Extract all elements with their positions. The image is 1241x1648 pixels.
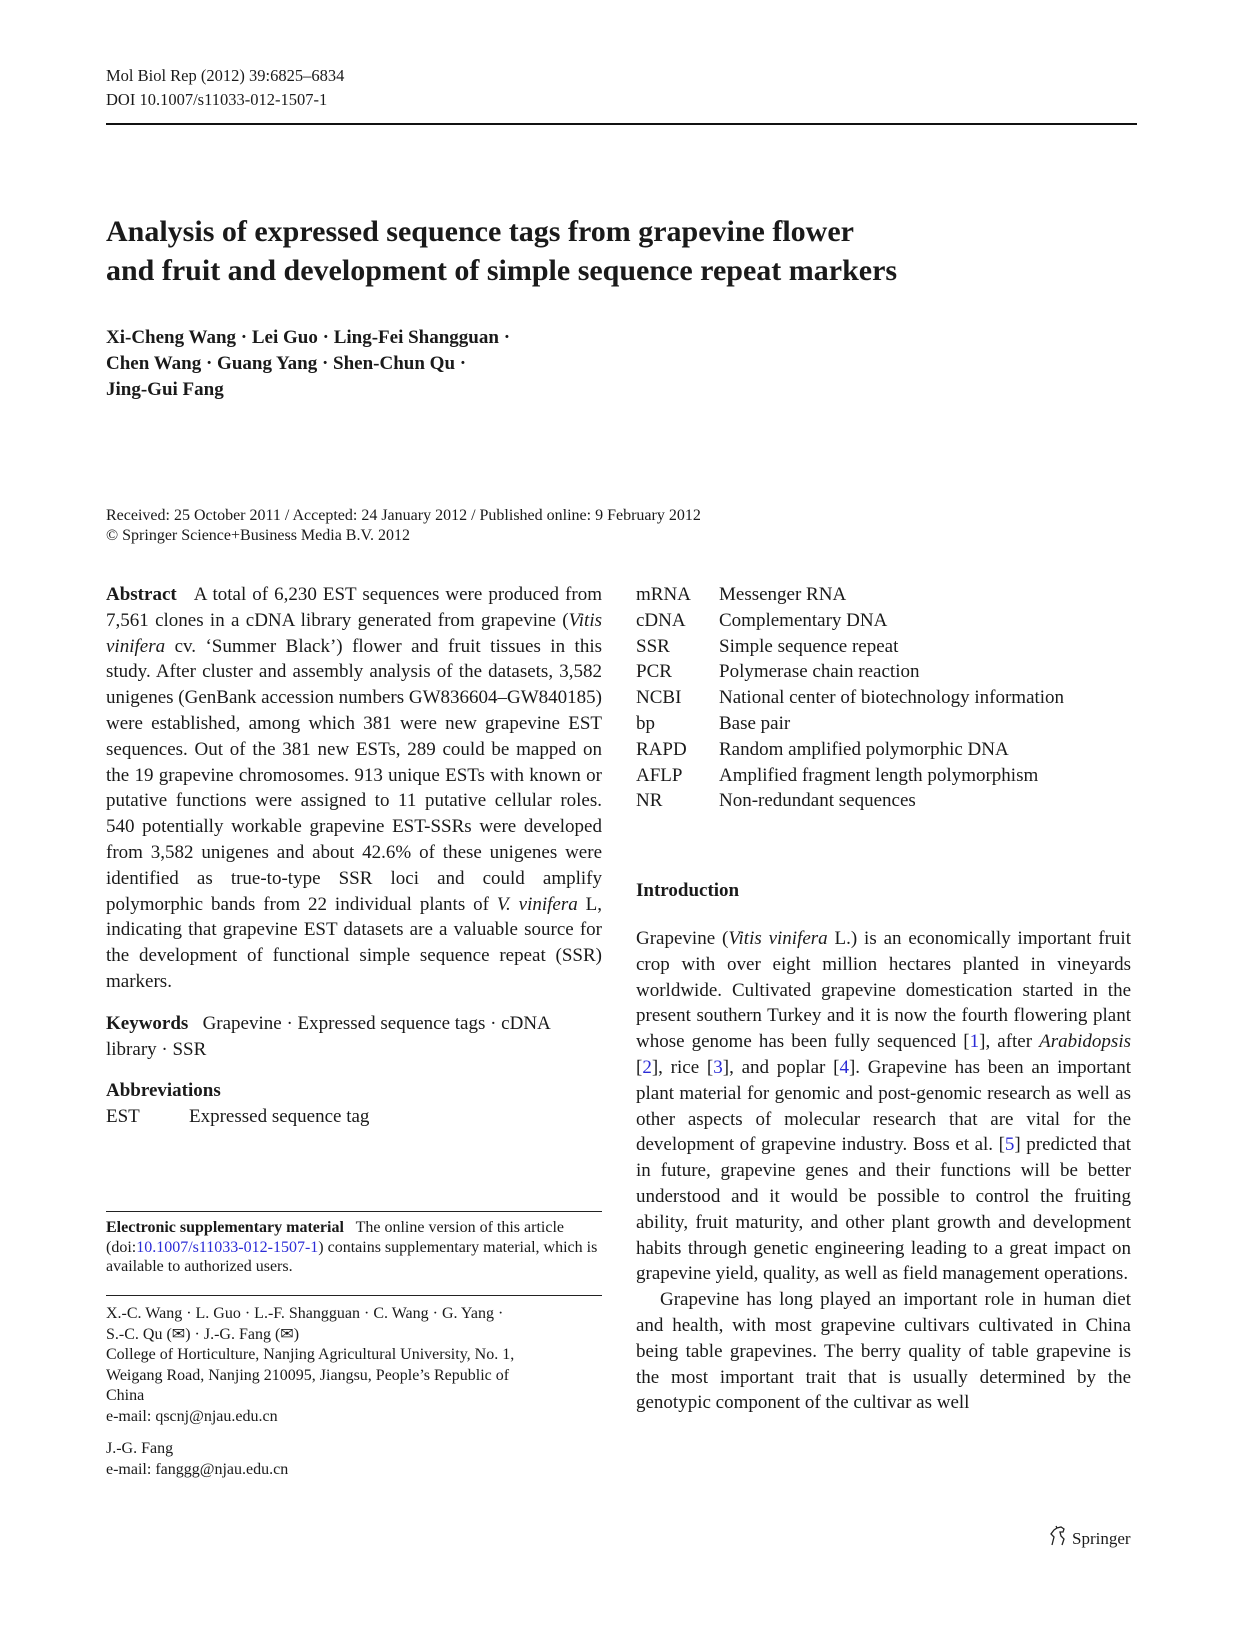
abbreviation-definition: Polymerase chain reaction xyxy=(719,661,920,683)
intro-text: [ xyxy=(636,1056,643,1078)
abbreviation-definition: Non-redundant sequences xyxy=(719,790,916,812)
copyright-line: © Springer Science+Business Media B.V. 2012 xyxy=(106,527,410,544)
citation-link[interactable]: 4 xyxy=(839,1056,849,1078)
esm-text-1: The online version of this article (doi: xyxy=(106,1219,564,1256)
abbreviation-term: mRNA xyxy=(636,584,691,605)
abbreviation-list xyxy=(636,582,1131,814)
abbreviation-row xyxy=(636,659,1131,685)
abstract-label: Abstract xyxy=(106,584,177,605)
intro-text: ], after xyxy=(979,1031,1040,1053)
abstract-text-1: A total of 6,230 EST sequences were produced from 7,561 clones in a cDNA library generated from grapevine ( xyxy=(106,584,602,631)
abbreviation-row xyxy=(636,763,1131,789)
affil-second-author: J.-G. Fang xyxy=(106,1440,174,1457)
abbreviation-row xyxy=(636,582,1131,608)
keywords xyxy=(106,1011,602,1063)
abbreviation-definition: Random amplified polymorphic DNA xyxy=(719,738,1009,760)
publisher-name: Springer xyxy=(1072,1528,1131,1548)
abbreviation-term: RAPD xyxy=(636,738,687,760)
abbreviation-definition: Expressed sequence tag xyxy=(189,1106,370,1128)
authors-line-1: Xi-Cheng Wang · Lei Guo · Ling-Fei Shangguan · xyxy=(106,327,511,348)
abstract xyxy=(106,582,602,995)
header-rule xyxy=(106,123,1137,125)
article-dates xyxy=(106,506,701,546)
abbreviation-definition: Simple sequence repeat xyxy=(719,635,899,657)
intro-text: ], and poplar [ xyxy=(722,1056,840,1078)
right-column xyxy=(636,582,1131,1416)
esm-text-2: ) contains supplementary material, which is available to authorized users. xyxy=(106,1238,598,1276)
springer-horse-logo xyxy=(1048,1525,1068,1547)
citation-link[interactable]: 3 xyxy=(713,1056,723,1078)
abstract-species-1: Vitis vinifera xyxy=(106,609,602,657)
esm-label: Electronic supplementary material xyxy=(106,1219,344,1236)
abbreviation-term: NCBI xyxy=(636,687,682,709)
supplementary-material-note xyxy=(106,1218,602,1277)
doi-line: DOI 10.1007/s11033-012-1507-1 xyxy=(106,90,328,109)
author-list xyxy=(106,325,706,403)
title-line-2: and fruit and development of simple sequence repeat markers xyxy=(106,254,898,287)
abstract-species-2: V. vinifera xyxy=(496,893,578,915)
intro-species: Vitis vinifera xyxy=(728,927,828,949)
affiliation-rule xyxy=(106,1295,602,1296)
affiliation-block xyxy=(106,1304,602,1480)
abbreviation-row xyxy=(636,737,1131,763)
authors-line-3: Jing-Gui Fang xyxy=(106,379,224,400)
abbreviation-term: bp xyxy=(636,712,655,734)
abbreviation-definition: Amplified fragment length polymorphism xyxy=(719,764,1039,786)
keywords-label: Keywords xyxy=(106,1012,189,1034)
publisher-mark xyxy=(1048,1525,1131,1552)
intro-paragraph-1 xyxy=(636,926,1131,1287)
abbreviations-heading: Abbreviations xyxy=(106,1080,221,1102)
abbreviation-term: NR xyxy=(636,790,663,812)
intro-text: L.) is an economically important fruit crop with over eight million hectares planted in vineyards worldwide. Cultivated grapevine domestication started in the present southern Turkey and it is now the fourth flowering plant whose genome has been fully sequenced [ xyxy=(636,927,1131,1053)
abbreviation-row xyxy=(636,608,1131,634)
introduction-heading: Introduction xyxy=(636,880,740,902)
intro-text: ], rice [ xyxy=(651,1056,714,1078)
authors-line-2: Chen Wang · Guang Yang · Shen-Chun Qu · xyxy=(106,353,467,374)
affil-address: College of Horticulture, Nanjing Agricultural University, No. 1, Weigang Road, Nanjing 210095, Jiangsu, People’s Republic of China xyxy=(106,1346,515,1404)
intro-arabidopsis: Arabidopsis xyxy=(1039,1031,1131,1053)
keywords-text: Grapevine · Expressed sequence tags · cDNA library · SSR xyxy=(106,1012,550,1060)
email-2[interactable]: e-mail: fanggg@njau.edu.cn xyxy=(106,1460,289,1478)
affil-authors-2: S.-C. Qu (✉) · J.-G. Fang (✉) xyxy=(106,1325,300,1343)
affil-authors-1: X.-C. Wang · L. Guo · L.-F. Shangguan · C. Wang · G. Yang · xyxy=(106,1305,504,1322)
intro-text: Grapevine ( xyxy=(636,927,729,949)
abbreviation-row xyxy=(106,1104,602,1130)
journal-line: Mol Biol Rep (2012) 39:6825–6834 xyxy=(106,66,345,85)
abbreviation-definition: National center of biotechnology information xyxy=(719,687,1065,709)
intro-text: ] predicted that in future, grapevine genes and their functions will be better understood and it would be possible to control the fruiting ability, fruit maturity, and other plant growth and development habits through genetic engineering leading to a great impact on grapevine yield, quality, as well as field management operations. xyxy=(636,1134,1131,1285)
abstract-text-3: L, indicating that grapevine EST datasets are a valuable source for the development of functional simple sequence repeat (SSR) markers. xyxy=(106,893,602,992)
abbreviation-definition: Messenger RNA xyxy=(719,584,847,605)
article-title xyxy=(106,212,1137,290)
intro-paragraph-2: Grapevine has long played an important role in human diet and health, with most grapevine cultivars cultivated in China being table grapevines. The berry quality of table grapevine is the most important trait that is usually determined by the genotypic component of the cultivar as well xyxy=(636,1289,1131,1414)
citation-link[interactable]: 5 xyxy=(1004,1134,1015,1156)
abbreviation-term: PCR xyxy=(636,661,672,683)
abstract-text-2: cv. ‘Summer Black’) flower and fruit tissues in this study. After cluster and assembly analysis of the datasets, 3,582 unigenes (GenBank accession numbers GW836604–GW840185) were established, among which 381 were new grapevine EST sequences. Out of the 381 new ESTs, 289 could be mapped on the 19 grapevine chromosomes. 913 unique ESTs with known or putative functions were assigned to 11 putative cellular roles. 540 potentially workable grapevine EST-SSRs were developed from 3,582 unigenes and about 42.6% of these unigenes were identified as true-to-type SSR loci and could amplify polymorphic bands from 22 individual plants of xyxy=(106,635,602,915)
abbreviation-term: AFLP xyxy=(636,764,683,786)
abbreviation-term: EST xyxy=(106,1106,140,1128)
abbreviation-term: cDNA xyxy=(636,609,686,631)
abbreviation-definition: Complementary DNA xyxy=(719,609,888,631)
doi-link[interactable]: 10.1007/s11033-012-1507-1 xyxy=(136,1238,319,1256)
abbreviation-row xyxy=(636,685,1131,711)
abbreviation-term: SSR xyxy=(636,635,670,657)
left-column xyxy=(106,582,602,1130)
title-line-1: Analysis of expressed sequence tags from grapevine flower xyxy=(106,215,854,248)
journal-citation xyxy=(106,64,344,112)
abbreviation-row xyxy=(636,711,1131,737)
abbreviation-definition: Base pair xyxy=(719,712,791,734)
abbreviation-row xyxy=(636,788,1131,814)
intro-text: ]. Grapevine has been an important plant material for genomic and post-genomic research as well as other aspects of molecular research that are vital for the development of grapevine industry. Boss et al. [ xyxy=(636,1056,1131,1156)
email-1[interactable]: e-mail: qscnj@njau.edu.cn xyxy=(106,1407,278,1425)
citation-link[interactable]: 2 xyxy=(642,1056,652,1078)
footnote-rule xyxy=(106,1211,602,1212)
springer-horse-icon xyxy=(1048,1525,1068,1552)
received-accepted-published: Received: 25 October 2011 / Accepted: 24 January 2012 / Published online: 9 February 2012 xyxy=(106,507,701,524)
abbreviation-row xyxy=(636,634,1131,660)
citation-link[interactable]: 1 xyxy=(969,1031,980,1053)
